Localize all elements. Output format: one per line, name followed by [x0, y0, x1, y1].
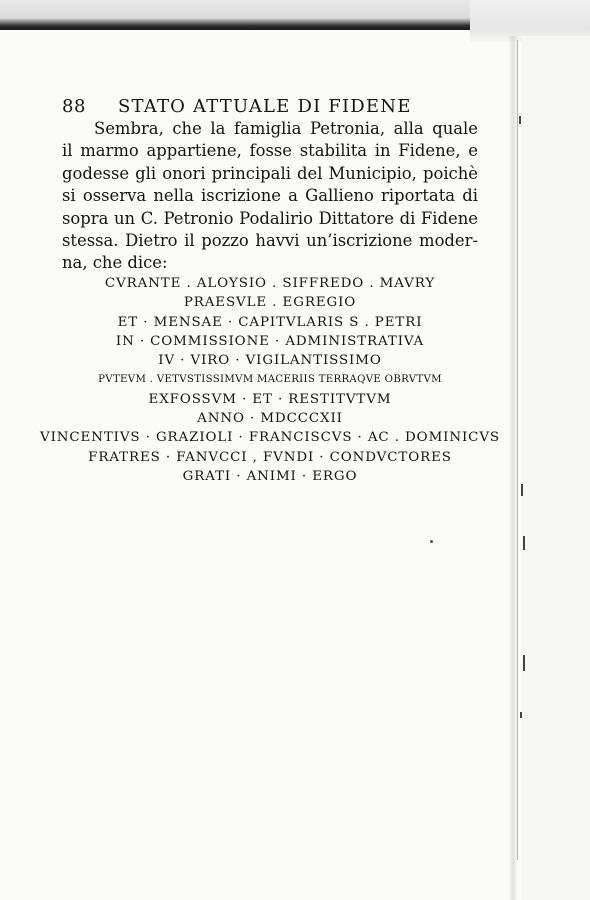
scan-speck — [523, 536, 525, 550]
inscription-line: GRATI · ANIMI · ERGO — [182, 468, 358, 484]
adjacent-page-strip — [522, 36, 590, 900]
inscription-line: ANNO · MDCCCXII — [197, 411, 343, 427]
paragraph-line: na, che dice: — [62, 253, 168, 273]
scan-dot — [430, 540, 433, 543]
running-title: STATO ATTUALE DI FIDENE — [118, 96, 412, 117]
scan-speck — [519, 116, 521, 124]
inscription-line: PVTEVM . VETVSTISSIMVM MACERIIS TERRAQVE OBRVTVM — [98, 374, 442, 386]
scan-speck — [521, 484, 523, 496]
page-header — [62, 96, 482, 120]
inscription-line: PRAESVLE . EGREGIO — [183, 295, 357, 311]
paragraph-line: stessa. Dietro il pozzo havvi un’iscrizione moder- — [62, 230, 478, 250]
inscription-line: ET · MENSAE · CAPITVLARIS S . PETRI — [117, 314, 423, 330]
inscription-line: FRATRES · FANVCCI , FVNDI · CONDVCTORES — [88, 449, 452, 465]
inscription-line: EXFOSSVM · ET · RESTITVTVM — [148, 391, 392, 407]
paragraph-line: Sembra, che la famiglia Petronia, alla quale — [94, 119, 478, 138]
inscription-line: CVRANTE . ALOYSIO . SIFFREDO . MAVRY — [104, 276, 436, 291]
inscription-line: VINCENTIVS · GRAZIOLI · FRANCISCVS · AC . DOMINICVS — [40, 430, 500, 446]
latin-inscription — [40, 274, 500, 486]
paragraph-line: sopra un C. Petronio Podalirio Dittatore di Fidene — [62, 208, 478, 228]
inscription-line: IV · VIRO · VIGILANTISSIMO — [158, 353, 382, 369]
paragraph-line: si osserva nella iscrizione a Gallieno riportata di — [62, 186, 478, 206]
body-paragraph — [62, 118, 478, 275]
inscription-line: IN · COMMISSIONE · ADMINISTRATIVA — [115, 333, 425, 349]
paragraph-line: il marmo appartiene, fosse stabilita in Fidene, e — [62, 141, 478, 161]
paragraph-line: godesse gli onori principali del Municipio, poichè — [62, 163, 478, 183]
page-number: 88 — [62, 96, 87, 117]
page-gutter-line — [517, 40, 518, 860]
scan-speck — [523, 655, 525, 671]
scan-speck — [520, 712, 522, 718]
